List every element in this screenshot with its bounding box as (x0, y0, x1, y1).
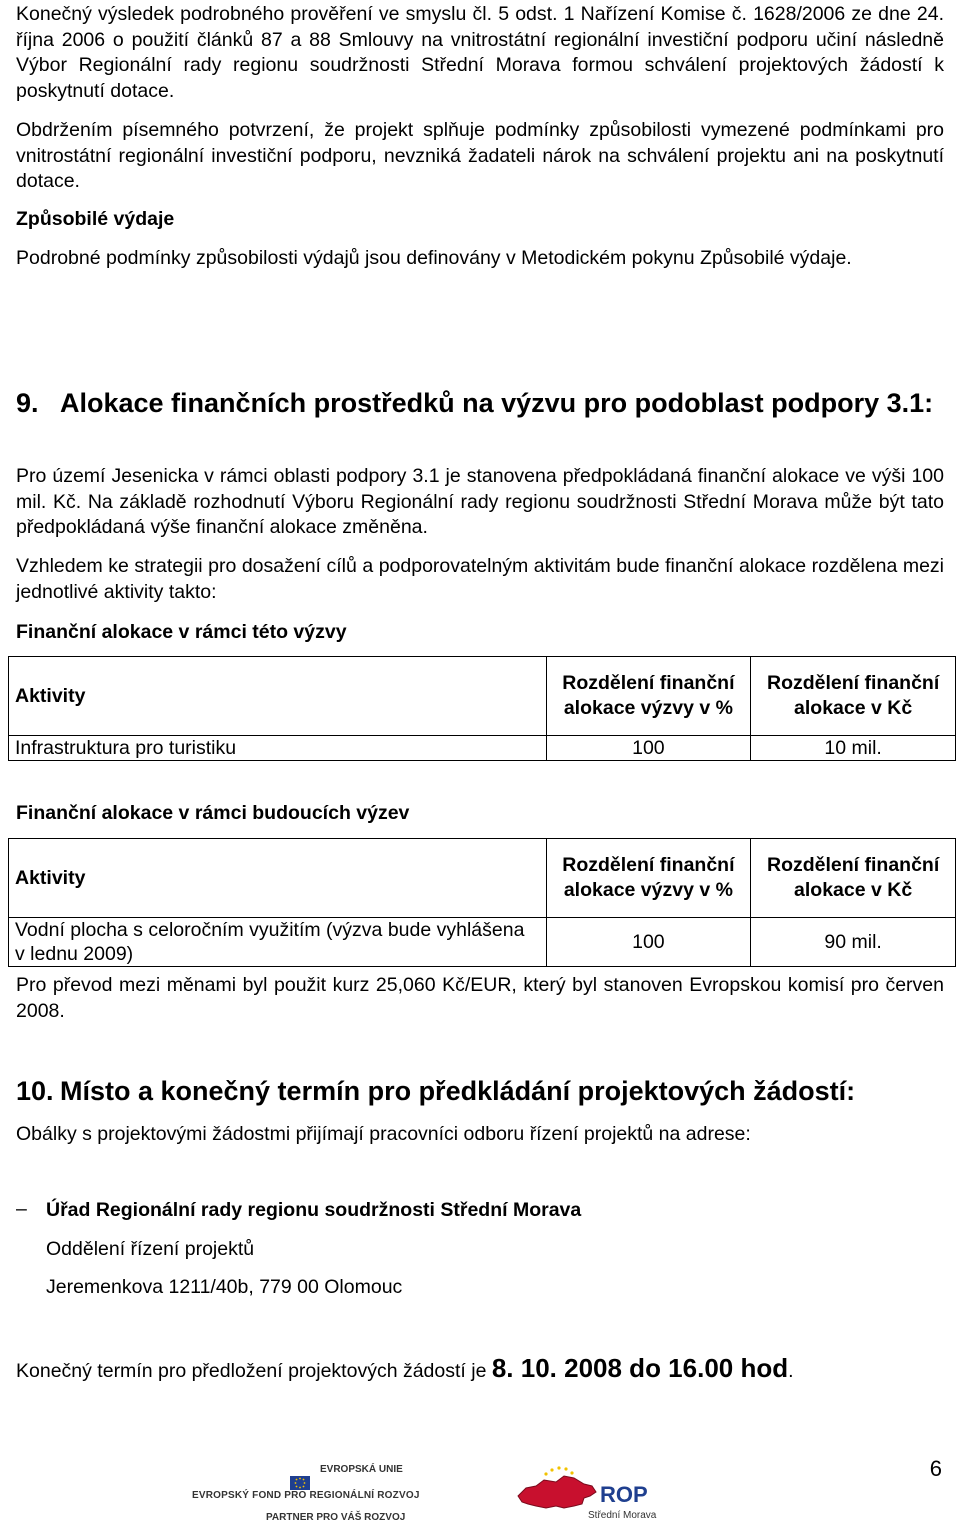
column-header-activities: Aktivity (9, 839, 547, 918)
table-row (9, 736, 956, 761)
address-street: Jeremenkova 1211/40b, 779 00 Olomouc (46, 1276, 403, 1298)
rop-logo-region: Střední Morava (588, 1510, 657, 1521)
deadline-prefix: Konečný termín pro předložení projektových žádostí je (16, 1360, 487, 1382)
column-header-activities: Aktivity (9, 657, 547, 736)
cell-percent: 100 (546, 736, 751, 761)
cell-activity: Infrastruktura pro turistiku (9, 736, 547, 761)
address-department: Oddělení řízení projektů (46, 1238, 255, 1260)
column-header-czk: Rozdělení finanční alokace v Kč (751, 657, 956, 736)
intro-paragraph-1: Konečný výsledek podrobného prověření ve smyslu čl. 5 odst. 1 Nařízení Komise č. 1628/2006 ze dne 24. října 2006 o použití článků 87 a 88 Smlouvy na vnitrostátní regionální investiční podporu učiní následně Výbor Regionální rady regionu soudržnosti Střední Morava formou schválení projektových žádostí k poskytnutí dotace. (16, 3, 944, 102)
table-1-heading: Finanční alokace v rámci této výzvy (16, 621, 347, 643)
eu-logo-line-2: EVROPSKÝ FOND PRO REGIONÁLNÍ ROZVOJ (192, 1490, 420, 1501)
section-9-paragraph-1: Pro území Jesenicka v rámci oblasti podpory 3.1 je stanovena předpokládaná finanční alokace ve výši 100 mil. Kč. Na základě rozhodnutí Výboru Regionální rady regionu soudržnosti Střední Morava může být tato předpokládaná výše finanční alokace změněna. (16, 465, 944, 538)
address-organization: Úřad Regionální rady regionu soudržnosti Střední Morava (46, 1199, 582, 1221)
section-10-title: Místo a konečný termín pro předkládání projektových žádostí: (60, 1076, 856, 1106)
eligible-heading: Způsobilé výdaje (16, 208, 175, 230)
section-10-paragraph: Obálky s projektovými žádostmi přijímají pracovníci odboru řízení projektů na adrese: (16, 1123, 751, 1145)
section-9-heading (16, 387, 946, 420)
deadline-value: 8. 10. 2008 do 16.00 hod (491, 1353, 789, 1383)
cell-czk: 90 mil. (751, 918, 956, 967)
column-header-percent: Rozdělení finanční alokace výzvy v % (546, 657, 751, 736)
section-9-number: 9. (16, 388, 39, 418)
intro-paragraph-2: Obdržením písemného potvrzení, že projekt splňuje podmínky způsobilosti vymezené podmínkami pro vnitrostátní regionální investiční podporu, nevzniká žadateli nárok na schválení projektu ani na poskytnutí dotace. (16, 119, 944, 192)
table-header-row (9, 839, 956, 918)
table-row (9, 918, 956, 967)
section-9-title: Alokace finančních prostředků na výzvu pro podoblast podpory 3.1: (60, 388, 934, 418)
eu-logo-line-1: EVROPSKÁ UNIE (320, 1464, 403, 1475)
eu-logo-line-3: PARTNER PRO VÁŠ ROZVOJ (266, 1512, 406, 1523)
exchange-rate-note: Pro převod mezi měnami byl použit kurz 25,060 Kč/EUR, který byl stanoven Evropskou komisí pro červen 2008. (16, 974, 944, 1022)
cell-activity: Vodní plocha s celoročním využitím (výzva bude vyhlášena v lednu 2009) (9, 918, 547, 967)
column-header-czk: Rozdělení finanční alokace v Kč (751, 839, 956, 918)
deadline-line (16, 1352, 794, 1387)
page-number: 6 (929, 1456, 942, 1481)
eu-flag-icon (290, 1476, 310, 1490)
allocation-table-current (8, 656, 956, 761)
table-header-row (9, 657, 956, 736)
section-10-number: 10. (16, 1076, 54, 1106)
cell-percent: 100 (546, 918, 751, 967)
eu-erdf-logo (180, 1462, 420, 1528)
table-2-heading: Finanční alokace v rámci budoucích výzev (16, 802, 410, 824)
bullet-dash: – (16, 1198, 27, 1220)
column-header-percent: Rozdělení finanční alokace výzvy v % (546, 839, 751, 918)
cell-czk: 10 mil. (751, 736, 956, 761)
allocation-table-future (8, 838, 956, 967)
deadline-suffix: . (788, 1360, 794, 1382)
section-10-heading (16, 1075, 946, 1108)
rop-logo (512, 1462, 662, 1528)
rop-logo-name: ROP (600, 1482, 648, 1507)
section-9-paragraph-2: Vzhledem ke strategii pro dosažení cílů a podporovatelným aktivitám bude finanční alokace rozdělena mezi jednotlivé aktivity takto: (16, 555, 944, 603)
eligible-text: Podrobné podmínky způsobilosti výdajů jsou definovány v Metodickém pokynu Způsobilé výdaje. (16, 247, 852, 269)
